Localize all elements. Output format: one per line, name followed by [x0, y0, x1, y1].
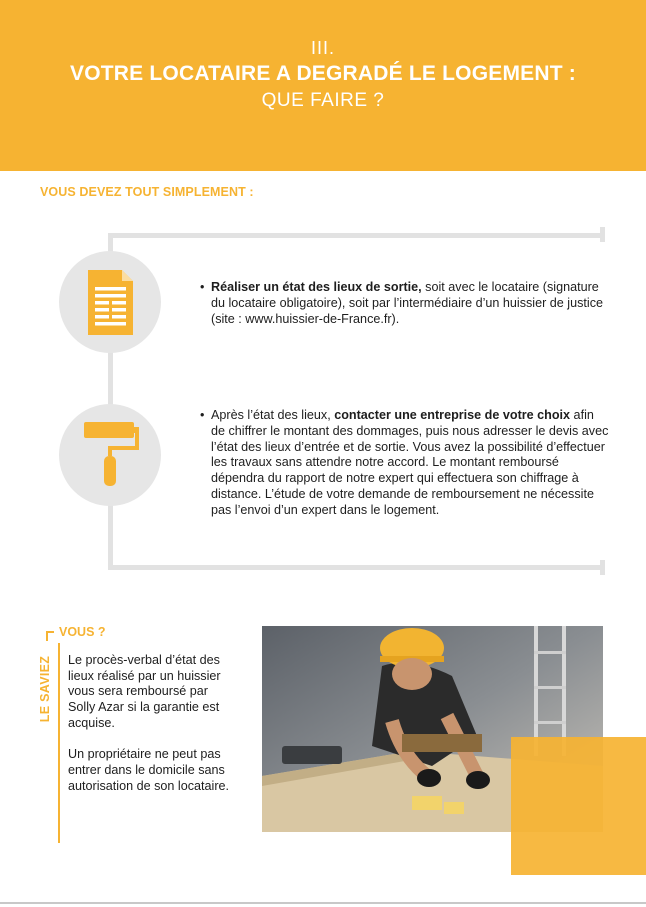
accent-square [511, 737, 646, 875]
timeline-bottom-end-cap [600, 560, 605, 575]
sidebar-bracket-left [46, 631, 48, 641]
sidebar-label-vertical-box [32, 651, 58, 727]
page-title: VOTRE LOCATAIRE A DEGRADÉ LE LOGEMENT : [70, 62, 576, 85]
footer-rule [0, 902, 646, 904]
page-subtitle: QUE FAIRE ? [261, 90, 385, 111]
sidebar-label-vertical: LE SAVIEZ [38, 655, 52, 723]
section-number: III. [310, 38, 335, 58]
header-banner [0, 0, 646, 171]
timeline-top-line [108, 233, 604, 238]
step-2-bold: contacter une entreprise de votre choix [334, 408, 571, 422]
document-icon [59, 251, 161, 353]
timeline-bottom-line [108, 565, 604, 570]
step-1-bold: Réaliser un état des lieux de sortie, [211, 280, 422, 294]
sidebar-vertical-rule [58, 643, 60, 843]
step-2-circle [59, 404, 161, 506]
sidebar-paragraph-2: Un propriétaire ne peut pas entrer dans le domicile sans autorisation de son locataire. [68, 747, 230, 793]
step-2-body: afin de chiffrer le montant des dommages, puis nous adresser le devis avec l’état des lieux d’entrée et de sortie. Vous avez la possibilité d’effectuer les travaux sans attendre notre accord. Le montant remboursé dépendra du rapport de notre expert qui effectuera son chiffrage à distance. L’étude de votre demande de remboursement ne nécessite pas l’envoi d’un expert dans le logement. [211, 408, 609, 517]
step-1-circle [59, 251, 161, 353]
sidebar-text [68, 653, 233, 794]
step-2-text [200, 408, 609, 519]
sidebar-label-top: VOUS ? [59, 625, 106, 639]
timeline-top-end-cap [600, 227, 605, 242]
step-2-pre: Après l’état des lieux, [211, 408, 335, 422]
step-1-text [200, 280, 611, 327]
sidebar-paragraph-1: Le procès-verbal d’état des lieux réalisé par un huissier vous sera remboursé par Solly Azar si la garantie est acquise. [68, 653, 221, 730]
step-1-body: soit avec le locataire (signature du locataire obligatoire), soit par l’intermédiaire d’un huissier de justice (site : www.huissier-de-France.fr). [211, 280, 604, 326]
bullet: • [200, 408, 205, 422]
bullet: • [200, 280, 205, 294]
intro-heading: VOUS DEVEZ TOUT SIMPLEMENT : [40, 185, 254, 199]
paint-roller-icon [59, 404, 161, 506]
